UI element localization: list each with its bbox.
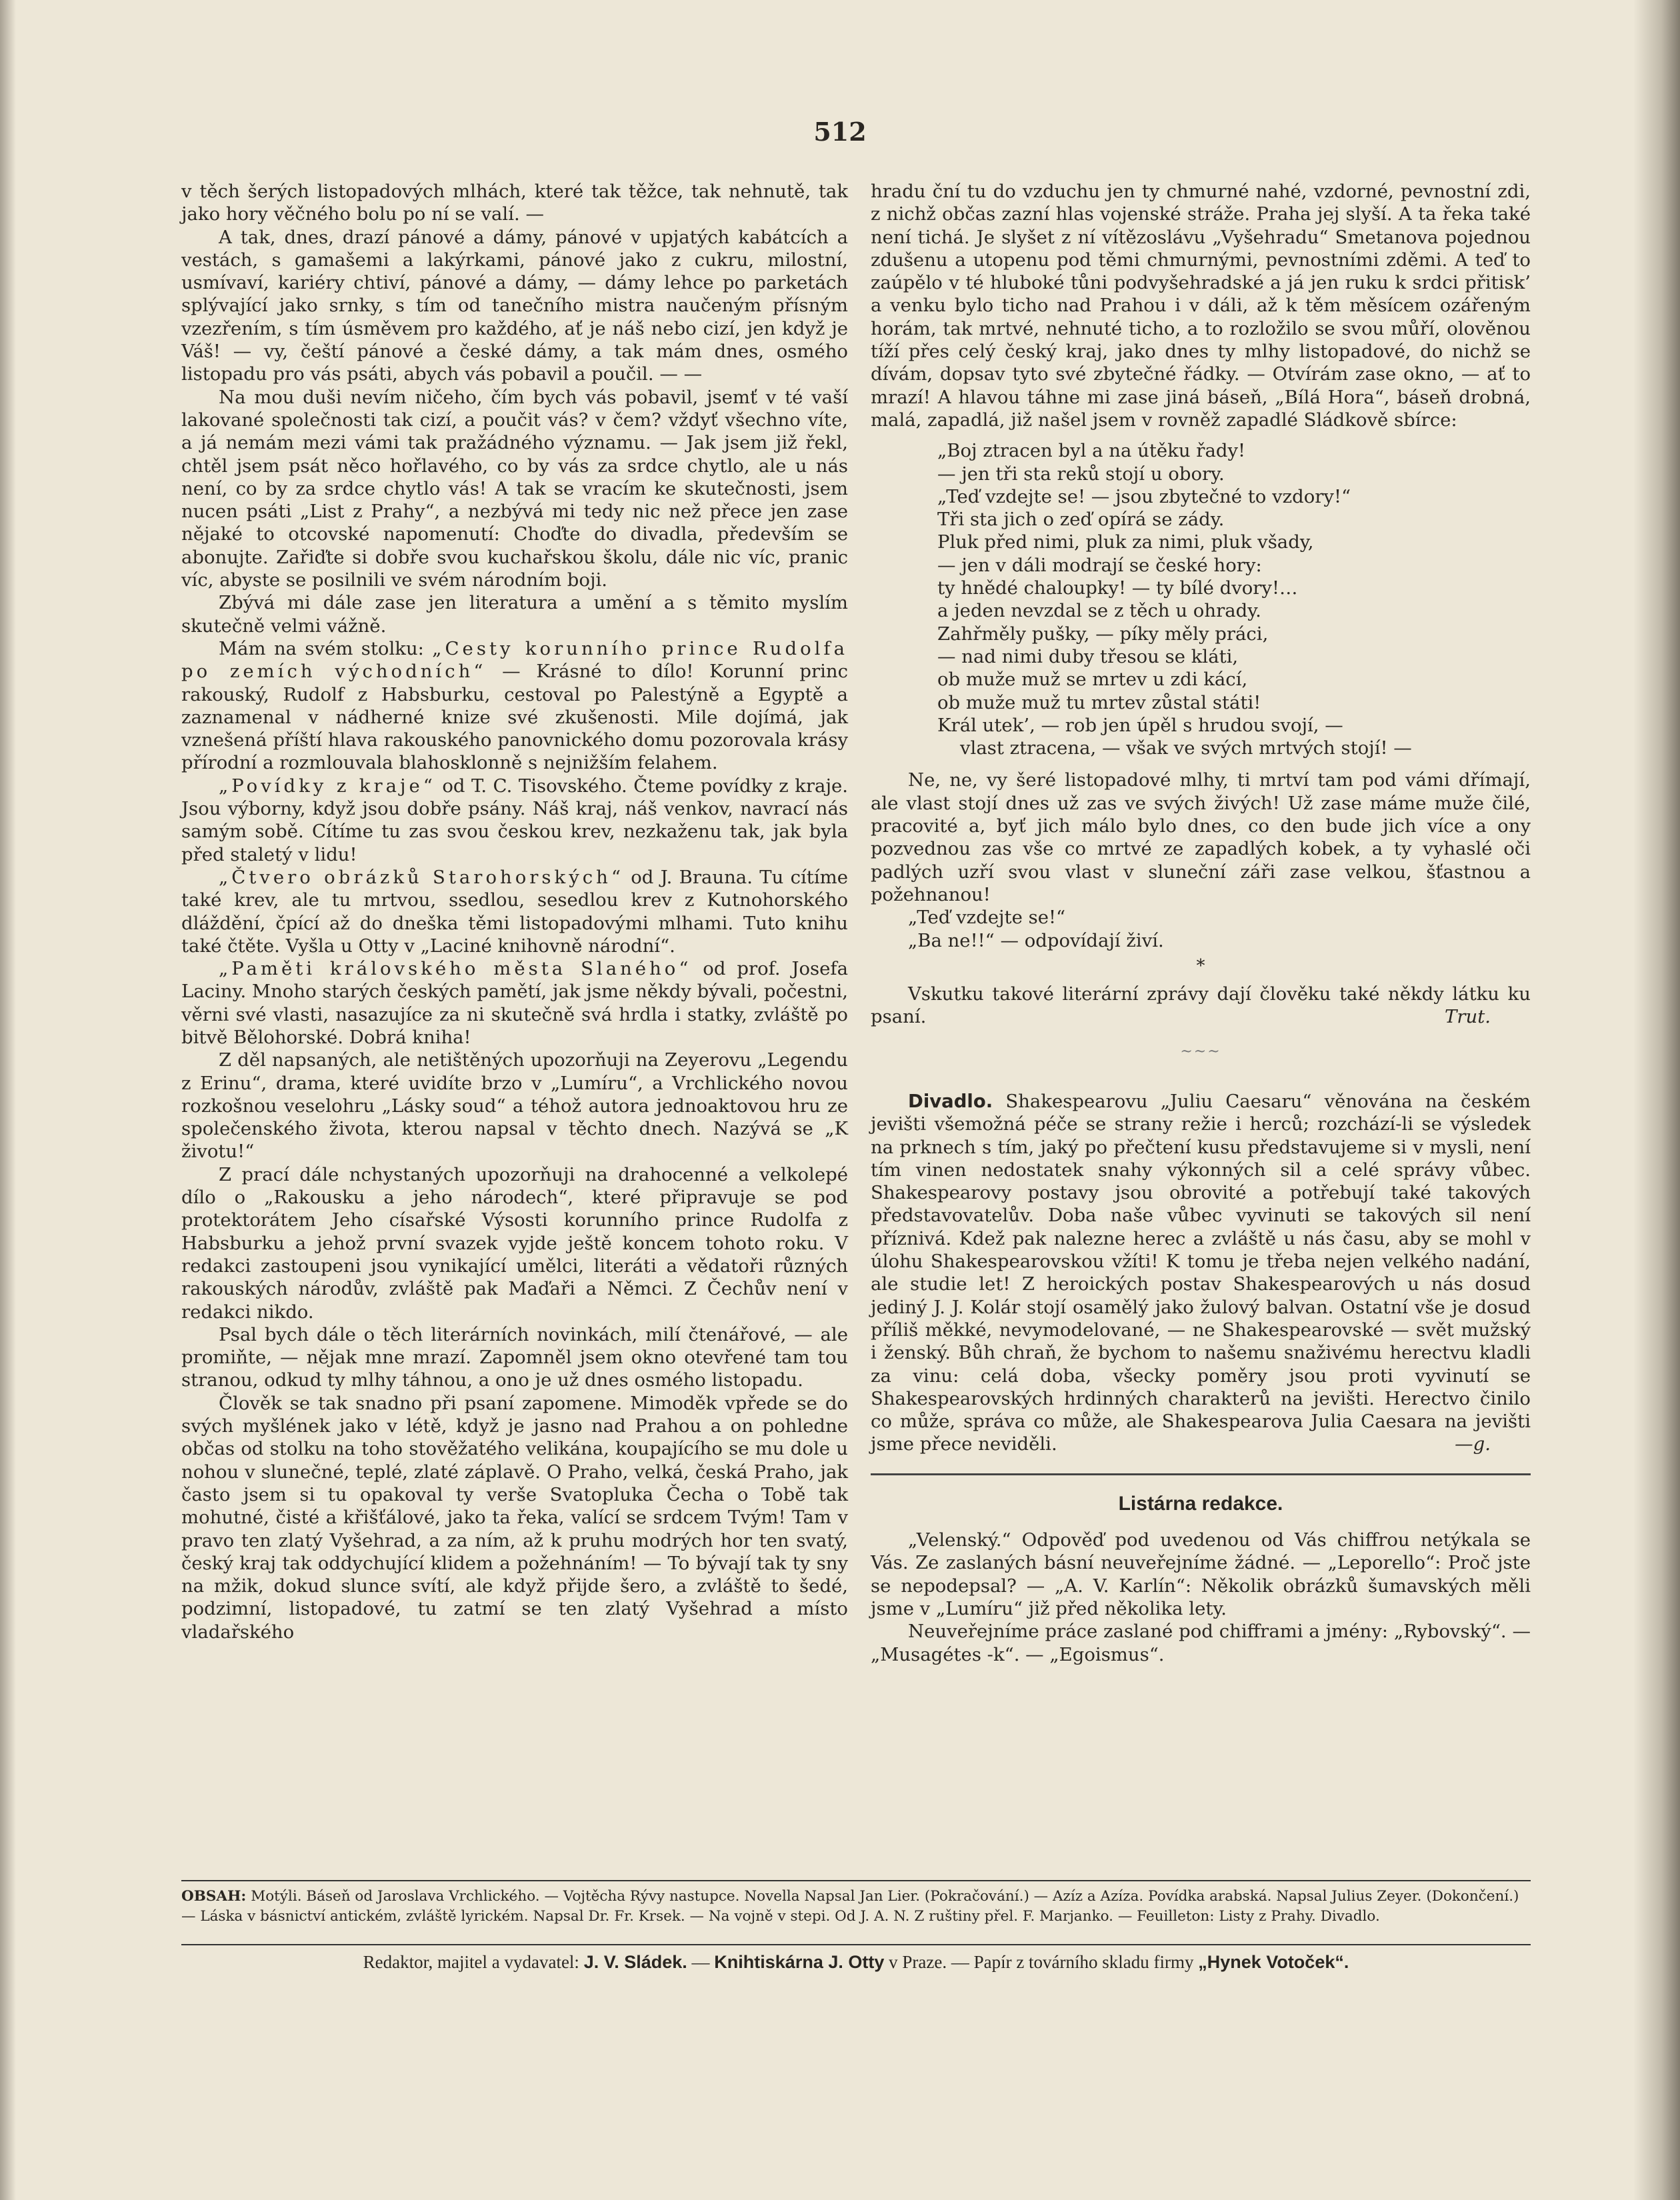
poem-line: „Teď vzdejte se! — jsou zbytečné to vzdory!“ (937, 485, 1351, 507)
text: od J. Brauna. Tu cítíme také krev, ale tu mrtvou, ssedlou, sesedlou krev z Kutnohorského dláždění, čpící až do dneška těmi listopadovými mlhami. Tuto knihu také čtěte. Vyšla u Otty v „Laciné knihovně národní“. (181, 866, 848, 957)
section-heading-divadlo: Divadlo. (908, 1090, 993, 1112)
editor-name: J. V. Sládek. (583, 1952, 687, 1972)
paragraph: Zbývá mi dále zase jen literatura a umění a s těmito myslím skutečně velmi vážně. (181, 592, 848, 637)
poem-line: ob muže muž se mrtev u zdi kácí, (937, 669, 1248, 691)
paragraph: Psal bych dále o těch literárních novinkách, milí čtenářové, — ale promiňte, — nějak mne mrazí. Zapomněl jsem okno otevřené tam tou stranou, odkud ty mlhy táhnou, a ono je už dnes osmého listopadu. (181, 1323, 848, 1391)
quote-line: „Teď vzdejte se!“ (908, 907, 1066, 929)
book-title: „Paměti královského města Slaného“ (219, 958, 692, 980)
paragraph-book-povidky (181, 775, 848, 866)
section-asterisk: * (1196, 955, 1205, 976)
poem-line: Král utek’, — rob jen úpěl s hrudou svojí, — (937, 714, 1343, 736)
footer-rule-top (181, 1880, 1531, 1881)
poem-line: Pluk před nimi, pluk za nimi, pluk všady, (937, 531, 1314, 553)
contents-text: Motýli. Báseň od Jaroslava Vrchlického. — Vojtěcha Rývy nastupce. Novella Napsal Jan Lier. (Pokračování.) — Azíz a Azíza. Povídka arabská. Napsal Julius Zeyer. (Dokončení.) — Láska v básnictví antickém, zvláště lyrickém. Napsal Dr. Fr. Krsek. — Na vojně v stepi. Od J. A. N. Z ruštiny přel. F. Marjanko. — Feuilleton: Listy z Prahy. Divadlo. (181, 1888, 1519, 1925)
poem-line: Tři sta jich o zeď opírá se zády. (937, 509, 1225, 531)
poem-line: a jeden nevzdal se z těch u ohrady. (937, 600, 1261, 622)
printer-name: Knihtiskárna J. Otty (714, 1952, 885, 1972)
poem-line: ty hnědé chaloupky! — ty bílé dvory!… (937, 577, 1298, 599)
author-signature: Trut. (1445, 1006, 1491, 1028)
text: Redaktor, majitel a vydavatel: (363, 1952, 584, 1972)
poem-line: — jen v dáli modrají se české hory: (937, 554, 1262, 576)
poem-line: vlast ztracena, — však ve svých mrtvých stojí! — (960, 737, 1412, 759)
poem-line: — nad nimi duby třesou se kláti, (937, 645, 1239, 667)
paragraph: v těch šerých listopadových mlhách, které tak těžce, tak nehnutě, tak jako hory věčného bolu po ní se valí. — (181, 181, 848, 225)
poem-line: ob muže muž tu mrtev zůstal státi! (937, 691, 1261, 713)
paragraph: A tak, dnes, drazí pánové a dámy, pánové v upjatých kabátcích a vestách, s gamašemi a lakýrkami, pánové jako z cukru, milostní, usmívaví, kariéry chtiví, pánové a dámy, — dámy lehce po parketách splývající jako srnky, s tím od tanečního mistra naučeným přísným vzezřením, s tím úsměvem pro každého, ať je náš nebo cizí, jen když je Váš! — vy, čeští pánové a české dámy, a tak mám dnes, osmého listopadu pro vás psáti, abych vás pobavil a poučil. — — (181, 226, 848, 385)
contents-label: OBSAH: (181, 1888, 247, 1905)
paragraph: Z děl napsaných, ale netištěných upozorňuji na Zeyerovu „Legendu z Erinu“, drama, které uvidíte brzo v „Lumíru“, a Vrchlického novou rozkošnou veselohru „Lásky soud“ a téhož autora jednoaktovou hru ze společenského života, kterou napsal v těchto dnech. Nazývá se „K životu!“ (181, 1049, 848, 1163)
paragraph-book-rudolf (181, 637, 848, 775)
footer-rule-bottom (181, 1944, 1531, 1945)
paragraph: Neuveřejníme práce zaslané pod chifframi a jmény: „Rybovský“. — „Musagétes -k“. — „Egoismus“. (871, 1621, 1531, 1665)
paragraph: Ne, ne, vy šeré listopadové mlhy, ti mrtví tam pod vámi dřímají, ale vlast stojí dnes už zas ve svých živých! Už zase máme muže čilé, pracovité a, byť jich málo bylo dnes, co den bude jich více a ony pozvednou zas vše co mrtvé ze zapadlých kobek, a ty vyhaslé oči padlých uzří svou vlast v sluneční záři zase velkou, šťastnou a požehnanou! (871, 769, 1531, 905)
paper-firm-name: „Hynek Votoček“. (1198, 1952, 1349, 1972)
text: od T. C. Tisovského. Čteme povídky z kraje. Jsou výborny, když jsou dobře psány. Náš kraj, náš venkov, navrací nás samým sobě. Cítíme tu zas svou českou krev, nezkaženu tak, jak byla před staletý v lidu! (181, 775, 848, 865)
book-title: „Povídky z kraje“ (219, 775, 436, 797)
divider-rule (871, 1473, 1531, 1475)
text: Mám na svém stolku: (219, 637, 433, 659)
footer-contents (181, 1887, 1531, 1927)
paragraph: hradu ční tu do vzduchu jen ty chmurné nahé, vzdorné, pevnostní zdi, z nichž občas zazní hlas vojenské stráže. Praha jej slyší. A ta řeka také není tichá. Je slyšet z ní vítězoslávu „Vyšehradu“ Smetanova pojednou zdušenu a utopenu pod těmi chmurnými, pevnostními zděmi. A teď to zaúpělo v té hluboké tůni podvyšehradské a já jen ruku k srdci přitisk’ a venku bylo ticho nad Prahou i v dáli, až k těm měsícem ozářeným horám, tak mrtvé, nehnuté ticho, a to rozložilo se svou můří, olověnou tíží přes celý český kraj, jako dnes ty mlhy listopadové, do nichž se dívám, dopsav tyto své zbytečné řádky. — Otvírám zase okno, — ať to mrazí! A hlavou táhne mi zase jiná báseň, „Bílá Hora“, báseň drobná, malá, zapadlá, již našel jsem v rovněž zapadlé Sládkově sbírce: (871, 181, 1531, 431)
divider-swash: ~~~ (1180, 1043, 1221, 1060)
poem-line: Zahřměly pušky, — píky měly práci, (937, 623, 1269, 645)
right-column (871, 180, 1531, 1666)
text: Vskutku takové literární zprávy dají člověku také někdy látku ku psaní. (871, 983, 1531, 1028)
poem-bila-hora (937, 439, 1531, 759)
book-title: „Cesty korunního prince Rudolfa po zemích východních“ (181, 637, 848, 683)
text: v Praze. — Papír z továrního skladu firmy (884, 1952, 1199, 1972)
book-title: „Čtvero obrázků Starohorských“ (219, 866, 624, 888)
paragraph-closing (871, 983, 1531, 1029)
poem-line: — jen tři sta reků stojí u obory. (937, 463, 1225, 485)
text: Shakespearovu „Juliu Caesaru“ věnována na českém jevišti všemožná péče se strany režie i herců; rozchází-li se výsledek na prknech s tím, jaký po přečtení kusu představujeme si v mysli, není tím vinen nedostatek snahy výkonných sil a celé správy vůbec. Shakespearovy postavy jsou obrovité a potřebují také takových představovatelův. Doba naše vůbec vyvinuti se takových sil není příznivá. Kdež pak nalezne herec a zvláště u nás času, aby se mohl v úlohu Shakespearovskou vžíti! K tomu je třeba nejen velkého nadání, ale studie let! Z heroických postav Shakespearových u nás dosud jediný J. J. Kolár stojí osamělý jako žulový balvan. Ostatní vše je dosud příliš měkké, nevymodelované, — ne Shakespearovské — svět mužský i ženský. Bůh chraň, že bychom to našemu snaživému herectvu kladli za vinu: celá doba, všecky poměry jsou proti vyvinutí se Shakespearovských hrdinných charakterů na jevišti. Herectvo činilo co může, správa co může, ale Shakespearova Julia Caesara na jevišti jsme přece neviděli. (871, 1090, 1531, 1455)
author-signature: —g. (1455, 1433, 1491, 1455)
left-column (181, 180, 848, 1643)
paragraph: Z prací dále nchystaných upozorňuji na drahocenné a velkolepé dílo o „Rakousku a jeho národech“, které připravuje se pod protektorátem Jeho císařské Výsosti korunního prince Rudolfa z Habsburku a jehož první svazek vyjde ještě koncem tohoto roku. V redakci zastoupeni jsou vynikající umělci, literáti a vědatoři různých rakouských národův, zvláště pak Maďaři a Němci. Z Čechův není v redakci nikdo. (181, 1163, 848, 1323)
text: — Krásné to dílo! Korunní princ rakouský, Rudolf z Habsburku, cestoval po Palestýně a Egyptě a zaznamenal v nádherné knize své zkušenosti. Mile dojímá, jak vznešená příští hlava rakouského panovnického domu pozorovala krásy přírodní a rozmlouvala blahosklonně s nejnižším felahem. (181, 661, 848, 774)
quote-line: „Ba ne!!“ — odpovídají živí. (908, 929, 1164, 951)
paragraph-book-ctvero (181, 866, 848, 957)
page-gutter-shadow (1633, 0, 1680, 2200)
paragraph: Člověk se tak snadno při psaní zapomene. Mimoděk vpřede se do svých myšlének jako v létě, když je jasno nad Prahou a on pohledne občas od stolku na toho stověžatého velikána, koupajícího se mu dole u nohou v slunečné, teplé, zlaté záplavě. O Praho, velká, česká Praho, jak často jsem si tu opakoval ty verše Svatopluka Čecha o Tobě tak mohutné, čisté a křišťálové, jako ta řeka, valící se srdcem Tvým! Tam v pravo ten zlatý Vyšehrad, a za ním, až k pruhu modrých hor ten svatý, český kraj tak oddychující klidem a požehnáním! — To bývají tak ty sny na mžik, dokud slunce svítí, ale když přijde šero, a zvláště to šedé, podzimní, listopadové, tu zatmí se ten zlatý Vyšehrad a místo vladařského (181, 1392, 848, 1643)
paragraph-divadlo (871, 1090, 1531, 1456)
page-left-edge-shadow (0, 0, 16, 2200)
poem-line: „Boj ztracen byl a na útěku řady! (937, 440, 1246, 462)
paragraph: „Velenský.“ Odpověď pod uvedenou od Vás chiffrou netýkala se Vás. Ze zaslaných básní neuveřejníme žádné. — „Leporello“: Proč jste se nepodepsal? — „A. V. Karlín“: Několik obrázků šumavských měli jsme v „Lumíru“ již před několika lety. (871, 1529, 1531, 1619)
footer-publisher (181, 1951, 1531, 1973)
paragraph: Na mou duši nevím ničeho, čím bych vás pobavil, jsemť v té vaší lakované společnosti tak cizí, a poučit vás? v čem? vždyť všechno víte, a já nemám mezi vámi tak pražádného významu. — Jak jsem již řekl, chtěl jsem psát něco hořlavého, co by vás za srdce chytlo, ale u nás není, co by za srdce chytlo vás! A tak se vracím ke skutečnosti, jsem nucen psáti „List z Prahy“, a nezbývá mi tedy nic než přece jen zase nějaké to otcovské napomenutí: Choďte do divadla, především se abonujte. Zařiďte si dobře svou kuchařskou školu, dále nic víc, pranic víc, abyste se posilnili ve svém národním boji. (181, 386, 848, 591)
text: od prof. Josefa Laciny. Mnoho starých českých pamětí, jak jsme někdy bývali, počestni, věrni své vlasti, nasazujíce za ni skutečně svá hrdla i statky, zvláště po bitvě Bělohorské. Dobrá kniha! (181, 958, 849, 1048)
section-heading-listarna: Listárna redakce. (1118, 1492, 1283, 1515)
page-number: 512 (813, 117, 867, 147)
text: — (687, 1952, 715, 1972)
paragraph-book-pameti (181, 957, 848, 1049)
